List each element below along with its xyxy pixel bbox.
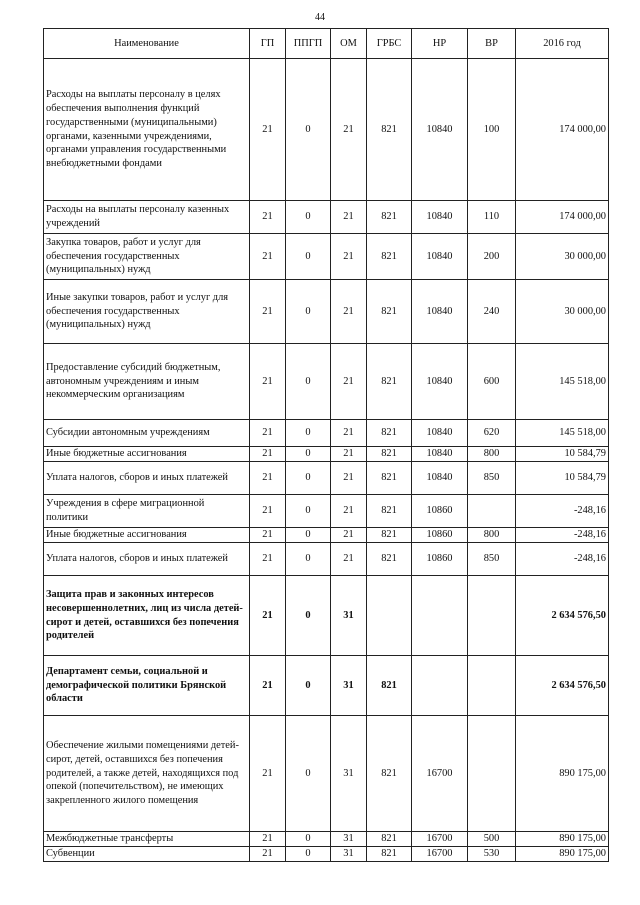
cell-name: Межбюджетные трансферты — [44, 832, 250, 847]
cell-om: 31 — [331, 847, 367, 862]
cell-name: Субсидии автономным учреждениям — [44, 420, 250, 447]
cell-amount: 174 000,00 — [516, 59, 609, 201]
table-row — [44, 462, 609, 495]
cell-name: Субвенции — [44, 847, 250, 862]
cell-om: 21 — [331, 59, 367, 201]
header-name: Наименование — [44, 29, 250, 59]
cell-amount: 145 518,00 — [516, 420, 609, 447]
cell-nr: 16700 — [412, 847, 468, 862]
cell-grbs: 821 — [367, 495, 412, 528]
table-row — [44, 280, 609, 344]
cell-grbs: 821 — [367, 280, 412, 344]
cell-name: Закупка товаров, работ и услуг для обеспечения государственных (муниципальных) нужд — [44, 234, 250, 280]
cell-name: Предоставление субсидий бюджетным, автономным учреждениям и иным некоммерческим организациям — [44, 344, 250, 420]
cell-vr: 800 — [468, 447, 516, 462]
cell-grbs: 821 — [367, 344, 412, 420]
cell-amount: 174 000,00 — [516, 201, 609, 234]
cell-ppgp: 0 — [286, 528, 331, 543]
cell-om: 21 — [331, 543, 367, 576]
cell-om: 21 — [331, 462, 367, 495]
cell-grbs: 821 — [367, 832, 412, 847]
cell-nr — [412, 656, 468, 716]
cell-om: 31 — [331, 716, 367, 832]
cell-ppgp: 0 — [286, 201, 331, 234]
cell-ppgp: 0 — [286, 847, 331, 862]
cell-ppgp: 0 — [286, 234, 331, 280]
cell-ppgp: 0 — [286, 280, 331, 344]
cell-ppgp: 0 — [286, 656, 331, 716]
page-number: 44 — [315, 12, 325, 23]
cell-om: 21 — [331, 420, 367, 447]
table-row — [44, 716, 609, 832]
cell-amount: 2 634 576,50 — [516, 656, 609, 716]
cell-amount: 890 175,00 — [516, 716, 609, 832]
cell-om: 21 — [331, 201, 367, 234]
cell-amount: 10 584,79 — [516, 462, 609, 495]
cell-amount: 30 000,00 — [516, 280, 609, 344]
cell-vr — [468, 656, 516, 716]
cell-om: 31 — [331, 576, 367, 656]
cell-om: 21 — [331, 344, 367, 420]
cell-vr: 500 — [468, 832, 516, 847]
header-grbs: ГРБС — [367, 29, 412, 59]
cell-grbs: 821 — [367, 528, 412, 543]
table-row — [44, 832, 609, 847]
table-row — [44, 234, 609, 280]
cell-vr: 530 — [468, 847, 516, 862]
cell-nr: 10840 — [412, 462, 468, 495]
cell-vr: 200 — [468, 234, 516, 280]
cell-gp: 21 — [250, 201, 286, 234]
cell-name: Иные бюджетные ассигнования — [44, 447, 250, 462]
table-row — [44, 420, 609, 447]
cell-om: 21 — [331, 280, 367, 344]
cell-ppgp: 0 — [286, 576, 331, 656]
cell-grbs: 821 — [367, 447, 412, 462]
table-row — [44, 576, 609, 656]
cell-gp: 21 — [250, 234, 286, 280]
cell-nr: 10840 — [412, 344, 468, 420]
cell-amount: 890 175,00 — [516, 847, 609, 862]
cell-gp: 21 — [250, 832, 286, 847]
cell-nr: 10840 — [412, 59, 468, 201]
cell-nr: 10860 — [412, 495, 468, 528]
cell-amount: 30 000,00 — [516, 234, 609, 280]
cell-vr: 800 — [468, 528, 516, 543]
cell-name: Расходы на выплаты персоналу казенных учреждений — [44, 201, 250, 234]
cell-name: Уплата налогов, сборов и иных платежей — [44, 462, 250, 495]
cell-grbs: 821 — [367, 543, 412, 576]
cell-grbs: 821 — [367, 462, 412, 495]
cell-vr: 240 — [468, 280, 516, 344]
cell-gp: 21 — [250, 59, 286, 201]
cell-amount: 10 584,79 — [516, 447, 609, 462]
cell-om: 21 — [331, 495, 367, 528]
cell-vr: 600 — [468, 344, 516, 420]
cell-ppgp: 0 — [286, 447, 331, 462]
cell-nr — [412, 576, 468, 656]
cell-nr: 10860 — [412, 528, 468, 543]
cell-name: Департамент семьи, социальной и демографической политики Брянской области — [44, 656, 250, 716]
header-row — [44, 29, 609, 59]
header-gp: ГП — [250, 29, 286, 59]
header-ppgp: ППГП — [286, 29, 331, 59]
table-row — [44, 59, 609, 201]
cell-name: Уплата налогов, сборов и иных платежей — [44, 543, 250, 576]
cell-ppgp: 0 — [286, 420, 331, 447]
cell-gp: 21 — [250, 420, 286, 447]
cell-nr: 10840 — [412, 447, 468, 462]
cell-gp: 21 — [250, 344, 286, 420]
cell-amount: 2 634 576,50 — [516, 576, 609, 656]
cell-om: 21 — [331, 447, 367, 462]
table-row — [44, 656, 609, 716]
cell-name: Иные закупки товаров, работ и услуг для обеспечения государственных (муниципальных) нужд — [44, 280, 250, 344]
cell-vr: 620 — [468, 420, 516, 447]
cell-gp: 21 — [250, 280, 286, 344]
cell-vr — [468, 576, 516, 656]
cell-name: Обеспечение жилыми помещениями детей-сирот, детей, оставшихся без попечения родителей, а также детей, находящихся под опекой (попечительством), не имеющих закрепленного жилого помещения — [44, 716, 250, 832]
cell-vr: 850 — [468, 543, 516, 576]
cell-amount: 890 175,00 — [516, 832, 609, 847]
cell-nr: 10840 — [412, 201, 468, 234]
cell-nr: 16700 — [412, 716, 468, 832]
table-row — [44, 543, 609, 576]
header-vr: ВР — [468, 29, 516, 59]
cell-grbs: 821 — [367, 420, 412, 447]
cell-om: 21 — [331, 528, 367, 543]
cell-ppgp: 0 — [286, 462, 331, 495]
cell-grbs: 821 — [367, 716, 412, 832]
table-row — [44, 847, 609, 862]
cell-nr: 10840 — [412, 420, 468, 447]
cell-name: Учреждения в сфере миграционной политики — [44, 495, 250, 528]
cell-grbs: 821 — [367, 656, 412, 716]
header-nr: НР — [412, 29, 468, 59]
table-row — [44, 528, 609, 543]
cell-ppgp: 0 — [286, 344, 331, 420]
cell-grbs — [367, 576, 412, 656]
cell-grbs: 821 — [367, 201, 412, 234]
cell-amount: 145 518,00 — [516, 344, 609, 420]
cell-ppgp: 0 — [286, 495, 331, 528]
cell-nr: 10860 — [412, 543, 468, 576]
cell-om: 21 — [331, 234, 367, 280]
cell-gp: 21 — [250, 495, 286, 528]
table-row — [44, 495, 609, 528]
cell-gp: 21 — [250, 576, 286, 656]
cell-ppgp: 0 — [286, 716, 331, 832]
cell-name: Иные бюджетные ассигнования — [44, 528, 250, 543]
cell-gp: 21 — [250, 447, 286, 462]
cell-name: Расходы на выплаты персоналу в целях обеспечения выполнения функций государственными (муниципальными) органами, казенными учреждениями, органами управления государственными внебюджетными фондами — [44, 59, 250, 201]
cell-nr: 10840 — [412, 234, 468, 280]
cell-vr: 850 — [468, 462, 516, 495]
cell-om: 31 — [331, 656, 367, 716]
header-om: ОМ — [331, 29, 367, 59]
cell-name: Защита прав и законных интересов несовершеннолетних, лиц из числа детей-сирот и детей, оставшихся без попечения родителей — [44, 576, 250, 656]
cell-ppgp: 0 — [286, 59, 331, 201]
cell-gp: 21 — [250, 462, 286, 495]
cell-vr — [468, 716, 516, 832]
cell-nr: 16700 — [412, 832, 468, 847]
cell-gp: 21 — [250, 543, 286, 576]
cell-vr: 110 — [468, 201, 516, 234]
cell-ppgp: 0 — [286, 832, 331, 847]
cell-vr: 100 — [468, 59, 516, 201]
table-row — [44, 344, 609, 420]
cell-grbs: 821 — [367, 234, 412, 280]
cell-gp: 21 — [250, 847, 286, 862]
cell-grbs: 821 — [367, 847, 412, 862]
cell-vr — [468, 495, 516, 528]
cell-gp: 21 — [250, 656, 286, 716]
cell-amount: -248,16 — [516, 528, 609, 543]
table-row — [44, 447, 609, 462]
table-row — [44, 201, 609, 234]
cell-ppgp: 0 — [286, 543, 331, 576]
cell-grbs: 821 — [367, 59, 412, 201]
cell-gp: 21 — [250, 716, 286, 832]
header-year: 2016 год — [516, 29, 609, 59]
cell-amount: -248,16 — [516, 495, 609, 528]
cell-om: 31 — [331, 832, 367, 847]
cell-nr: 10840 — [412, 280, 468, 344]
budget-table — [43, 28, 609, 862]
cell-amount: -248,16 — [516, 543, 609, 576]
cell-gp: 21 — [250, 528, 286, 543]
